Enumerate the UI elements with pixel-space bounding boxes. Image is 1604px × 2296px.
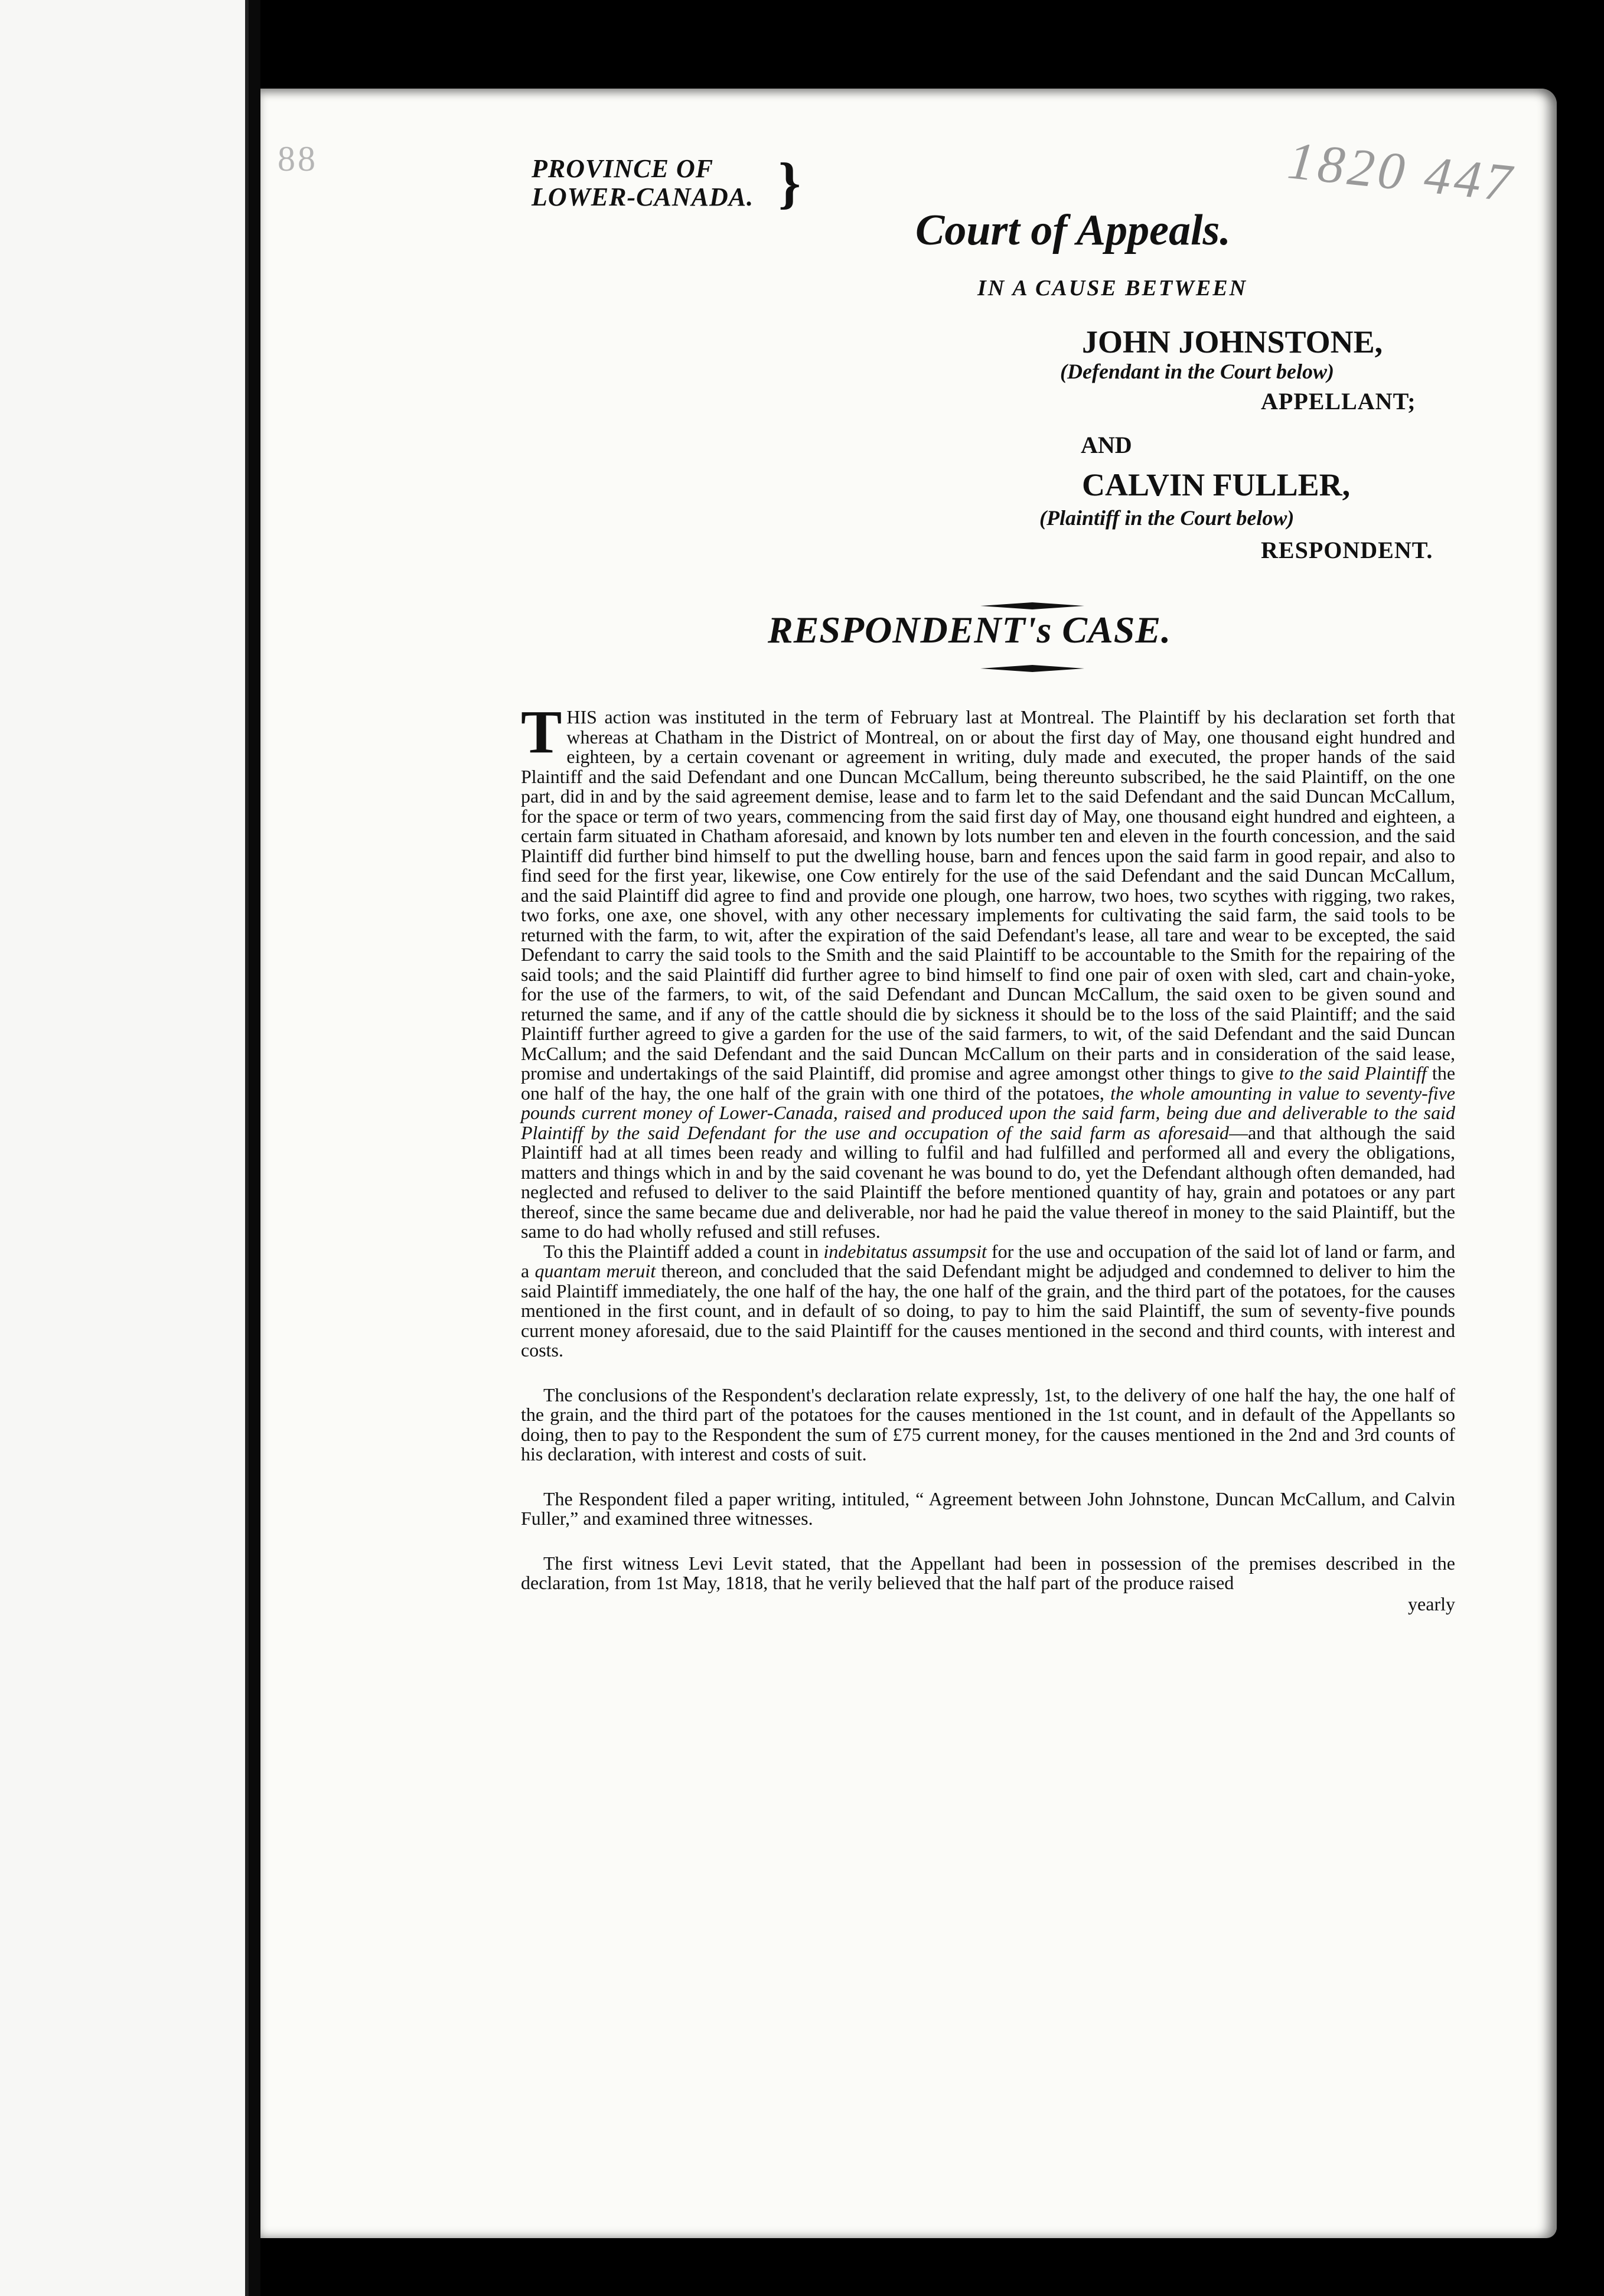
italic-text: quantam meruit bbox=[534, 1260, 656, 1281]
margin-pencil-mark: 88 bbox=[278, 139, 318, 178]
catchword: yearly bbox=[1408, 1593, 1455, 1615]
province-label bbox=[532, 155, 754, 211]
paragraph-text: —and that although the said Plaintiff had at all times been ready and willing to fulfil and had fulfilled and performed all and every the obligations, matters and things which in and by the said covenant he was bound to do, yet the Defendant although often demanded, had neglected and refused to deliver to the said Plaintiff the before mentioned quantity of hay, grain and potatoes or any part thereof, since the same became due and deliverable, nor had he paid the value thereof in money to the said Plaintiff, but the same to do had wholly refused and still refuses. bbox=[521, 1121, 1456, 1242]
italic-text: to the said Plaintiff bbox=[1279, 1062, 1427, 1084]
respondent-designation: RESPONDENT. bbox=[1261, 537, 1433, 563]
appellant-designation: APPELLANT; bbox=[1261, 388, 1416, 415]
case-heading: RESPONDENT's CASE. bbox=[768, 609, 1172, 651]
paragraph-conclusions: The conclusions of the Respondent's declaration relate expressly, 1st, to the delivery of one half the hay, the one half of the grain, and the third part of the potatoes for the causes mentioned in the 1st count, and in default of the Appellants so doing, then to pay to the Respondent the sum of £75 current money, for the causes mentioned in the 2nd and 3rd counts of his declaration, with interest and costs of suit. bbox=[521, 1384, 1455, 1465]
paragraph-text: To this the Plaintiff added a count in bbox=[543, 1240, 819, 1262]
paragraph-text: the one half of the hay, the one half of the grain with one third of the potatoes, bbox=[521, 1062, 1456, 1104]
cause-line: IN A CAUSE BETWEEN bbox=[977, 276, 1248, 301]
paragraph-first-witness: The first witness Levi Levit stated, that the Appellant had been in possession of the premises described in the declaration, from 1st May, 1818, that he verily believed that the half part of the produce raised bbox=[521, 1552, 1455, 1593]
court-title: Court of Appeals. bbox=[915, 206, 1231, 255]
appellant-name: JOHN JOHNSTONE, bbox=[1082, 324, 1383, 360]
book-gutter bbox=[249, 0, 260, 2296]
italic-text: the whole amounting in value to seventy-five pounds current money of Lower-Canada, raised and produced upon the said farm, being due and deliverable to the said Plaintiff by the said Defendant for the use and occupation of the said farm as aforesaid bbox=[521, 1082, 1456, 1143]
province-line-1: PROVINCE OF bbox=[532, 154, 714, 183]
paragraph-text: for the use and occupation of the said lot of land or farm, and a bbox=[521, 1240, 1456, 1281]
paragraph-counts bbox=[521, 1242, 1455, 1361]
respondent-name: CALVIN FULLER, bbox=[1082, 467, 1351, 503]
left-facing-page bbox=[0, 0, 249, 2296]
case-body bbox=[521, 698, 1456, 1615]
italic-text: indebitatus assumpsit bbox=[823, 1240, 987, 1262]
province-line-2: LOWER-CANADA. bbox=[532, 182, 754, 211]
appellant-role: (Defendant in the Court below) bbox=[1060, 360, 1335, 383]
drop-cap: T bbox=[521, 698, 562, 766]
paragraph-text: thereon, and concluded that the said Defendant might be adjudged and condemned to deliver to him the said Plaintiff immediately, the one half of the hay, the one half of the grain, and the third part of the potatoes, for the causes mentioned in the first count, and in default of so doing, to pay to him the said Plaintiff, the sum of seventy-five pounds current money aforesaid, due to the said Plaintiff for the causes mentioned in the second and third counts, with interest and costs. bbox=[521, 1260, 1456, 1361]
respondent-role: (Plaintiff in the Court below) bbox=[1039, 506, 1295, 530]
and-connector: AND bbox=[1081, 432, 1132, 458]
paragraph-text: HIS action was instituted in the term of February last at Montreal. The Plaintiff by his declaration set forth that whereas at Chatham in the District of Montreal, on or about the first day of May, one thousand eight hundred and eighteen, by a certain covenant or agreement in writing, duly made and executed, the proper hands of the said Plaintiff and the said Defendant and one Duncan McCallum, being thereunto subscribed, he the said Plaintiff, on the one part, did in and by the said agreement demise, lease and to farm let to the said Defendant and the said Duncan McCallum, for the space or term of two years, commencing from the said first day of May, one thousand eight hundred and eighteen, a certain farm situated in Chatham aforesaid, and known by lots number ten and eleven in the fourth concession, and the said Plaintiff did further bind himself to put the dwelling house, barn and fences upon the said farm in good repair, and also to find seed for the first year, likewise, one Cow entirely for the use of the said Defendant and the said Duncan McCallum, and the said Plaintiff did agree to find and provide one plough, one harrow, two hoes, two scythes with rigging, two rakes, two forks, one axe, one shovel, with any other necessary implements for cultivating the said farm, the said tools to be returned with the farm, to wit, after the expiration of the said Defendant's lease, all tare and wear to be excepted, the said Defendant to carry the said tools to the Smith and the said Plaintiff to be accountable to the Smith for the repairing of the said tools; and the said Plaintiff did further agree to bind himself to find one pair of oxen with sled, cart and chain-yoke, for the use of the farmers, to wit, of the said Defendant and Duncan McCallum, the said oxen to be given sound and returned the same, and if any of the cattle should die by sickness it should be to the loss of the said Plaintiff; and the said Plaintiff further agreed to give a garden for the use of the said farmers, to wit, of the said Defendant and the said Duncan McCallum; and the said Defendant and the said Duncan McCallum on their parts and in consideration of the said lease, promise and undertakings of the said Plaintiff, did promise and agree amongst other things to give bbox=[521, 706, 1455, 1084]
handwritten-marginalia: 1820 447 bbox=[1284, 131, 1518, 213]
paragraph-paper-writing: The Respondent filed a paper writing, intituled, “ Agreement between John Johnstone, Duncan McCallum, and Calvin Fuller,” and examined three witnesses. bbox=[521, 1488, 1455, 1529]
brace-glyph: } bbox=[778, 151, 801, 214]
ornamental-rule-bottom bbox=[980, 664, 1084, 673]
paragraph-declaration bbox=[521, 698, 1456, 1242]
